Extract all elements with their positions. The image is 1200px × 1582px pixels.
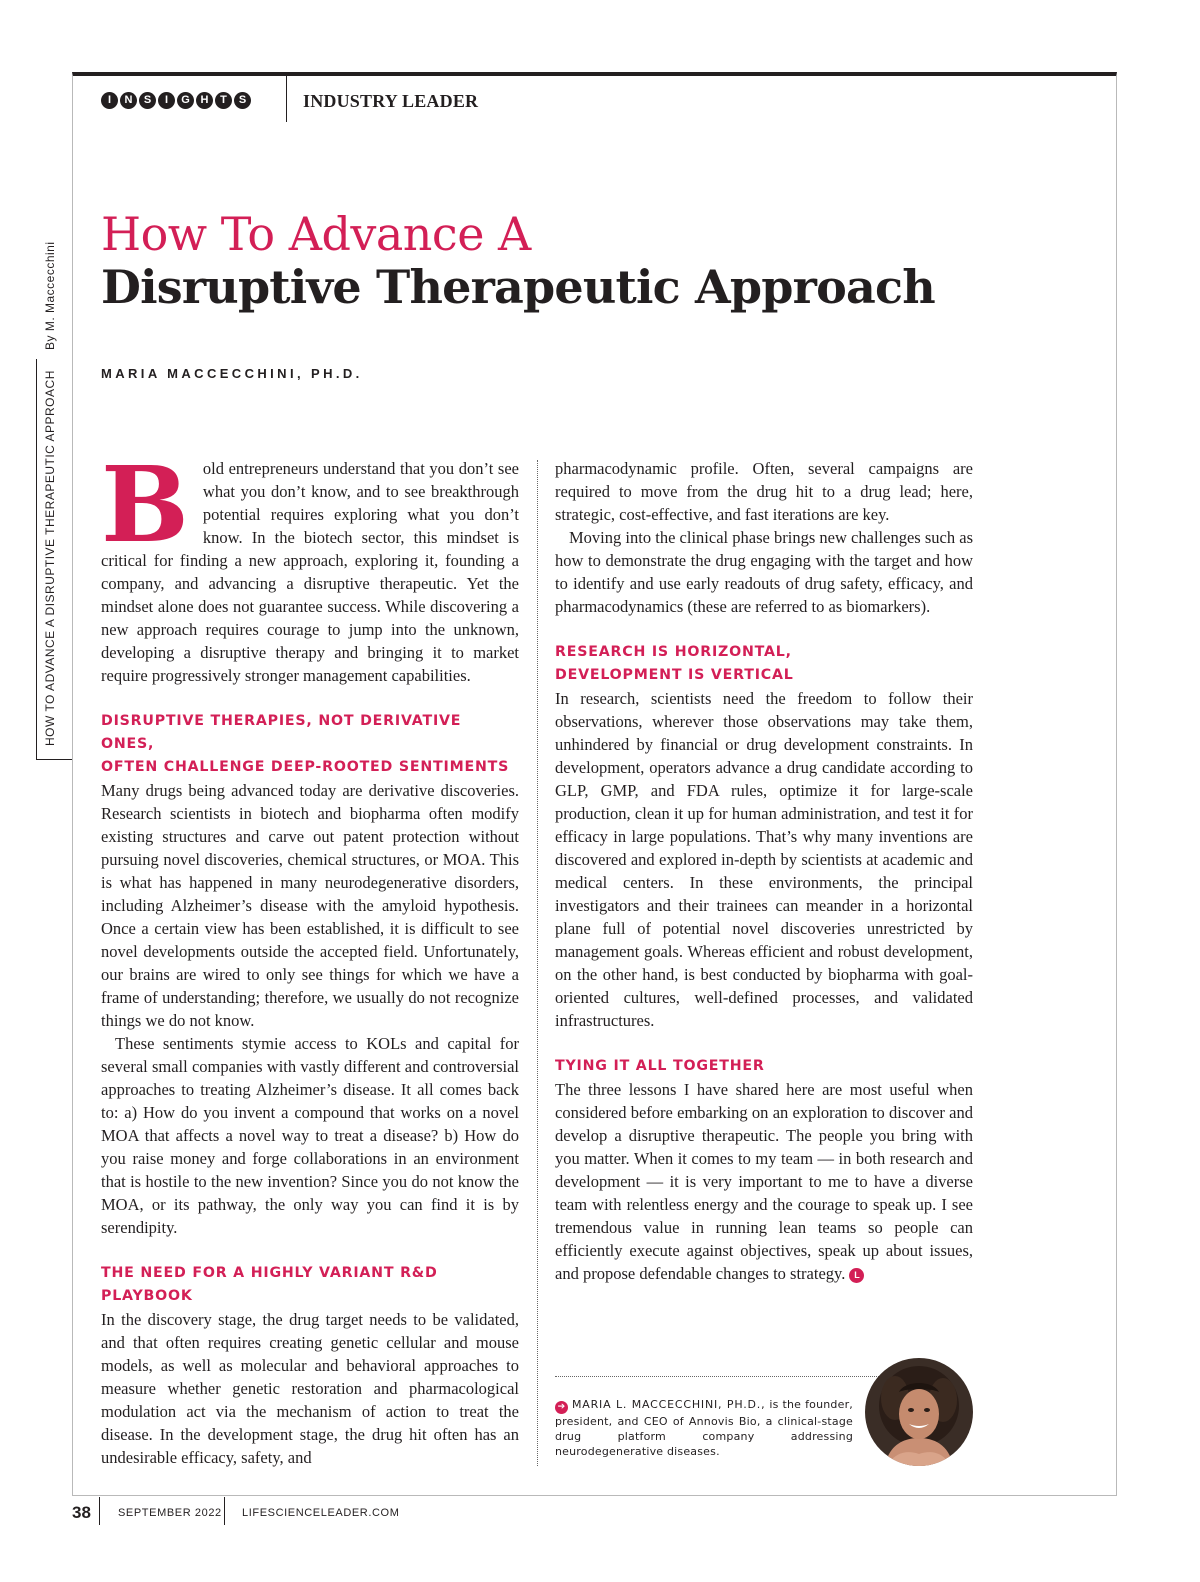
- body-paragraph-final: [555, 1078, 973, 1285]
- column-divider: [537, 460, 538, 1466]
- badge-letter: S: [234, 92, 251, 109]
- badge-letter: I: [101, 92, 118, 109]
- arrow-icon: ➔: [555, 1401, 568, 1414]
- end-mark-icon: L: [849, 1268, 864, 1283]
- badge-letter: S: [139, 92, 156, 109]
- subhead-disruptive-therapies: [101, 710, 519, 779]
- bio-name: MARIA L. MACCECCHINI, PH.D.,: [572, 1398, 766, 1411]
- body-paragraph: Moving into the clinical phase brings new challenges such as how to demonstrate the drug engaging with the target and how to identify and use early readouts of drug safety, efficacy, and pharmacodynamics (these are referred to as biomarkers).: [555, 528, 973, 616]
- side-running-title: HOW TO ADVANCE A DISRUPTIVE THERAPEUTIC APPROACH: [43, 370, 57, 746]
- subhead-rd-playbook: THE NEED FOR A HIGHLY VARIANT R&D PLAYBOOK: [101, 1265, 438, 1304]
- badge-letter: N: [120, 92, 137, 109]
- author-bio: [555, 1397, 853, 1459]
- intro-paragraph: [101, 443, 519, 687]
- subhead-line: OFTEN CHALLENGE DEEP-ROOTED SENTIMENTS: [101, 759, 510, 775]
- side-tab-underline: [36, 759, 72, 760]
- body-paragraph: In research, scientists need the freedom to follow their observations, wherever those observations may take them, unhindered by financial or drug development constraints. In development, operators advance a drug candidate according to GLP, GMP, and FDA rules, optimize it for large-scale production, clean it up for human administration, and test it for efficacy in large populations. That’s why many inventions are discovered and explored in-depth by scientists at academic and medical centers. In these environments, the principal investigators and their trainees can meander in a horizontal plane full of potential novel discoveries unrestricted by management goals. Whereas efficient and robust development, on the other hand, is best conducted by biopharma with goal-oriented cultures, well-defined processes, and validated infrastructures.: [555, 689, 973, 1030]
- badge-letter: I: [158, 92, 175, 109]
- article-title-line1: How To Advance A: [101, 207, 531, 261]
- final-text: The three lessons I have shared here are most useful when considered before embarking on an exploration to discover and develop a disruptive therapeutic. The people you bring with you matter. When it comes to my team — in both research and development — it is very important to me to have a diverse team with relentless energy and the courage to speak up. I see tremendous value in running lean teams so people can efficiently execute against objectives, speak up about issues, and propose defendable changes to strategy.: [555, 1080, 973, 1283]
- subhead-line: RESEARCH IS HORIZONTAL,: [555, 644, 792, 660]
- article-title-line2: Disruptive Therapeutic Approach: [101, 260, 935, 314]
- subhead-tying-together: TYING IT ALL TOGETHER: [555, 1058, 765, 1074]
- intro-text: old entrepreneurs understand that you don’t see what you don’t know, and to see breakthrough potential requires exploring what you don’t know. In the biotech sector, this mindset is critical for finding a new approach, exploring it, founding a company, and advancing a disruptive therapeutic. Yet the mindset alone does not guarantee success. While discovering a new approach requires courage to jump into the unknown, developing a disruptive therapy and bringing it to market require progressively stronger management capabilities.: [101, 459, 519, 685]
- portrait-image: [865, 1358, 973, 1466]
- body-paragraph: These sentiments stymie access to KOLs and capital for several small companies with vastly different and controversial approaches to treating Alzheimer’s disease. It all comes back to: a) How do you invent a compound that works on a novel MOA that affects a novel way to treat a disease? b) How do you raise money and forge collaborations in an environment that is hostile to the new invention? Since you do not know the MOA, or its pathway, the only way you can find it is by serendipity.: [101, 1034, 519, 1237]
- page-number: 38: [72, 1503, 91, 1522]
- article-column-right: [555, 457, 973, 1285]
- bio-divider: [555, 1376, 885, 1377]
- badge-letter: H: [196, 92, 213, 109]
- article-author: MARIA MACCECCHINI, PH.D.: [101, 366, 363, 381]
- footer-divider: [224, 1497, 225, 1525]
- insights-badge: [101, 92, 251, 109]
- subhead-line: DISRUPTIVE THERAPIES, NOT DERIVATIVE ONES,: [101, 713, 462, 752]
- article-column-left: [101, 443, 519, 1469]
- side-byline: By M. Maccecchini: [43, 241, 57, 350]
- body-paragraph: In the discovery stage, the drug target needs to be validated, and that often requires creating genetic cellular and mouse models, as well as molecular and behavioral approaches to measure whether genetic restoration and pharmacological modulation act via the mechanism of action to treat the disease. In the development stage, the drug hit often has an undesirable efficacy, safety, and: [101, 1310, 519, 1467]
- subhead-line: DEVELOPMENT IS VERTICAL: [555, 667, 794, 683]
- drop-cap: B: [101, 443, 189, 566]
- badge-letter: G: [177, 92, 194, 109]
- side-tab-rule: [36, 359, 37, 759]
- section-label: INDUSTRY LEADER: [303, 91, 479, 111]
- bio-text: is the founder, president, and CEO of Annovis Bio, a clinical-stage drug platform company addressing neurodegenerative diseases.: [555, 1398, 853, 1458]
- badge-letter: T: [215, 92, 232, 109]
- header-divider: [286, 76, 287, 122]
- subhead-research-horizontal: [555, 641, 973, 687]
- footer-divider: [99, 1497, 100, 1525]
- body-paragraph-continued: pharmacodynamic profile. Often, several campaigns are required to move from the drug hit to a drug lead; here, strategic, cost-effective, and fast iterations are key.: [555, 459, 973, 524]
- website: LIFESCIENCELEADER.COM: [242, 1507, 400, 1519]
- author-portrait: [865, 1358, 973, 1466]
- issue-date: SEPTEMBER 2022: [118, 1507, 222, 1519]
- body-paragraph: Many drugs being advanced today are derivative discoveries. Research scientists in biotech and biopharma often modify existing structures and carve out patent protection without pursuing novel discoveries, chemical structures, or MOA. This is what has happened in many neurodegenerative disorders, including Alzheimer’s disease with the amyloid hypothesis. Once a certain view has been established, it is difficult to see novel developments outside the accepted field. Unfortunately, our brains are wired to only see things for which we have a frame of understanding; therefore, we usually do not recognize things we do not know.: [101, 781, 519, 1030]
